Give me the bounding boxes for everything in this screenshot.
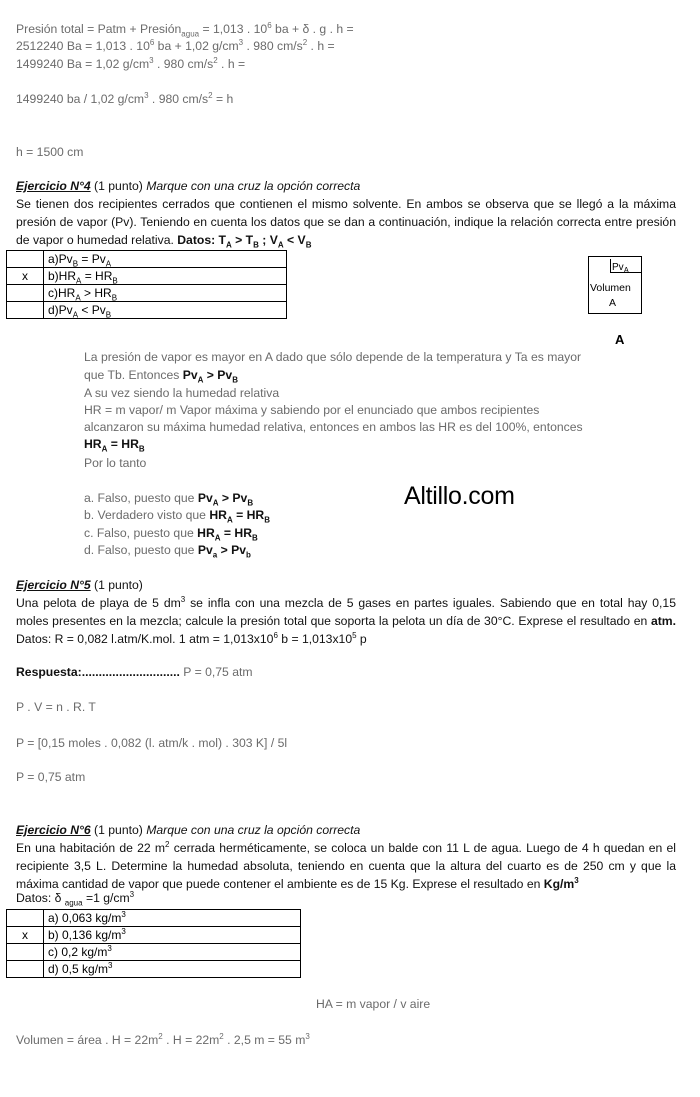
ex6-option-a[interactable]: a) 0,063 $kg/m^3$ bbox=[7, 910, 301, 927]
ex6-heading: Ejercicio N°6 (1 punto) Marque con una cruz la opción correcta bbox=[16, 823, 361, 837]
calc-line-2: 2512240 Ba = 1,013 . $10^6$ ba + 1,02 $g/cm^3$ . 980 $cm/s^2$ . h = bbox=[16, 37, 335, 53]
option-mark[interactable]: x bbox=[7, 927, 44, 944]
option-mark[interactable] bbox=[7, 302, 44, 319]
ex4-option-c[interactable]: $c)HR_A > HR_B$ bbox=[7, 285, 287, 302]
option-mark[interactable]: x bbox=[7, 268, 44, 285]
ex5-result: P = 0,75 atm bbox=[16, 770, 86, 784]
ex4-option-b[interactable]: x $b)HR_A = HR_B$ bbox=[7, 268, 287, 285]
calc-result: h = 1500 cm bbox=[16, 145, 84, 159]
calc-line-4: 1499240 ba / 1,02 $g/cm^3$ . 980 $cm/s^2 = h$ bbox=[16, 90, 234, 106]
ex4-expl-line-7: Por lo tanto bbox=[84, 456, 147, 470]
ex4-option-a[interactable]: $a)Pv_B = Pv_A$ bbox=[7, 251, 287, 268]
ex6-option-d[interactable]: d) 0,5 $kg/m^3$ bbox=[7, 961, 301, 978]
diagram-pv-label: $Pv_A$ bbox=[612, 262, 630, 275]
ex4-answer-c: c. Falso, puesto que $HR_A = HR_B$ bbox=[84, 526, 258, 543]
ex4-answer-d: d. Falso, puesto que $Pv_a > Pv_b$ bbox=[84, 543, 251, 560]
ex4-expl-line-2: que Tb. Entonces $Pv_A > Pv_B$ bbox=[84, 368, 238, 385]
ex6-option-b[interactable]: x b) 0,136 $kg/m^3$ bbox=[7, 927, 301, 944]
diagram-volume-label: Volumen bbox=[590, 282, 631, 294]
altillo-watermark: Altillo.com bbox=[404, 482, 515, 510]
ex6-options-table bbox=[6, 909, 301, 978]
ex4-expl-line-6: $HR_A = HR_B$ bbox=[84, 437, 145, 454]
ex5-calculation: P = [0,15 moles . 0,082 (l. atm/k . mol) . 303 K] / 5l bbox=[16, 736, 288, 750]
ex5-formula: P . V = n . R. T bbox=[16, 700, 96, 714]
option-mark[interactable] bbox=[7, 251, 44, 268]
ex6-statement: En una habitación de 22 $m^2$ cerrada herméticamente, se coloca un balde con 11 L de agua. Luego de 4 h quedan en el recipiente 3,5 L. Determine la humedad absoluta, teniendo en cuenta que la altura del cuarto es de 250 cm y que la máxima cantidad de vapor que puede contener el ambiente es de 15 Kg. Exprese el resultado en $Kg/m^3$ bbox=[16, 839, 676, 891]
ex4-answer-b: b. Verdadero visto que $HR_A = HR_B$ bbox=[84, 508, 271, 525]
calc-line-1: Presión total = Patm + Presión$_{agua}$ = 1,013 . $10^6$ ba + δ . g . h = bbox=[16, 20, 354, 39]
calc-line-3: 1499240 Ba = 1,02 $g/cm^3$ . 980 $cm/s^2$ . h = bbox=[16, 55, 246, 71]
ex4-expl-line-4: HR = m vapor/ m Vapor máxima y sabiendo por el enunciado que ambos recipientes bbox=[84, 403, 540, 417]
option-mark[interactable] bbox=[7, 961, 44, 978]
ex4-option-d[interactable]: $d)Pv_A < Pv_B$ bbox=[7, 302, 287, 319]
ex6-datos: Datos: δ $_{agua}$ =1 $g/cm^3$ bbox=[16, 889, 135, 908]
ex4-answer-a: a. Falso, puesto que $Pv_A > Pv_B$ bbox=[84, 491, 254, 508]
diagram-volume-sub: A bbox=[609, 297, 617, 309]
ex4-statement: Se tienen dos recipientes cerrados que contienen el mismo solvente. En ambos se observa que se llegó a la máxima presión de vapor (Pv). Teniendo en cuenta los datos que se dan a continuación, indique la relación correcta entre presión de vapor o humedad relativa. Datos: $T_A > T_B$ ; $V_A < V_B$ bbox=[16, 197, 676, 250]
ex4-expl-line-3: A su vez siendo la humedad relativa bbox=[84, 386, 280, 400]
ex5-answer-line: Respuesta:............................. P = 0,75 atm bbox=[16, 665, 253, 679]
ex4-heading: Ejercicio N°4 (1 punto) Marque con una cruz la opción correcta bbox=[16, 179, 361, 193]
diagram-container-label: A bbox=[615, 332, 625, 347]
ex5-statement: Una pelota de playa de 5 $dm^3$ se infla con una mezcla de 5 gases en partes iguales. Sabiendo que en total hay 0,15 moles presentes en la mezcla; calcule la presión total que soporta la pelota un día de 30°C. Exprese el resultado en atm. Datos: R = 0,082 l.atm/K.mol. 1 atm = $1,013x10^6$ $b = 1,013x10^5$ p bbox=[16, 594, 676, 646]
ex6-option-c[interactable]: c) 0,2 $kg/m^3$ bbox=[7, 944, 301, 961]
ex6-volume-calc: Volumen = área . $H = 22m^2$ . $H = 22m^2$ . 2,5 m = 55 $m^3$ bbox=[16, 1031, 310, 1047]
option-mark[interactable] bbox=[7, 285, 44, 302]
option-mark[interactable] bbox=[7, 944, 44, 961]
ex6-ha-formula: HA = m vapor / v aire bbox=[316, 997, 431, 1011]
ex5-heading: Ejercicio N°5 (1 punto) bbox=[16, 578, 143, 592]
ex4-expl-line-5: alcanzaron su máxima humedad relativa, entonces en ambos las HR es del 100%, entonces bbox=[84, 420, 583, 434]
ex4-expl-line-1: La presión de vapor es mayor en A dado que sólo depende de la temperatura y Ta es mayor bbox=[84, 350, 582, 364]
option-mark[interactable] bbox=[7, 910, 44, 927]
ex4-options-table bbox=[6, 250, 287, 319]
